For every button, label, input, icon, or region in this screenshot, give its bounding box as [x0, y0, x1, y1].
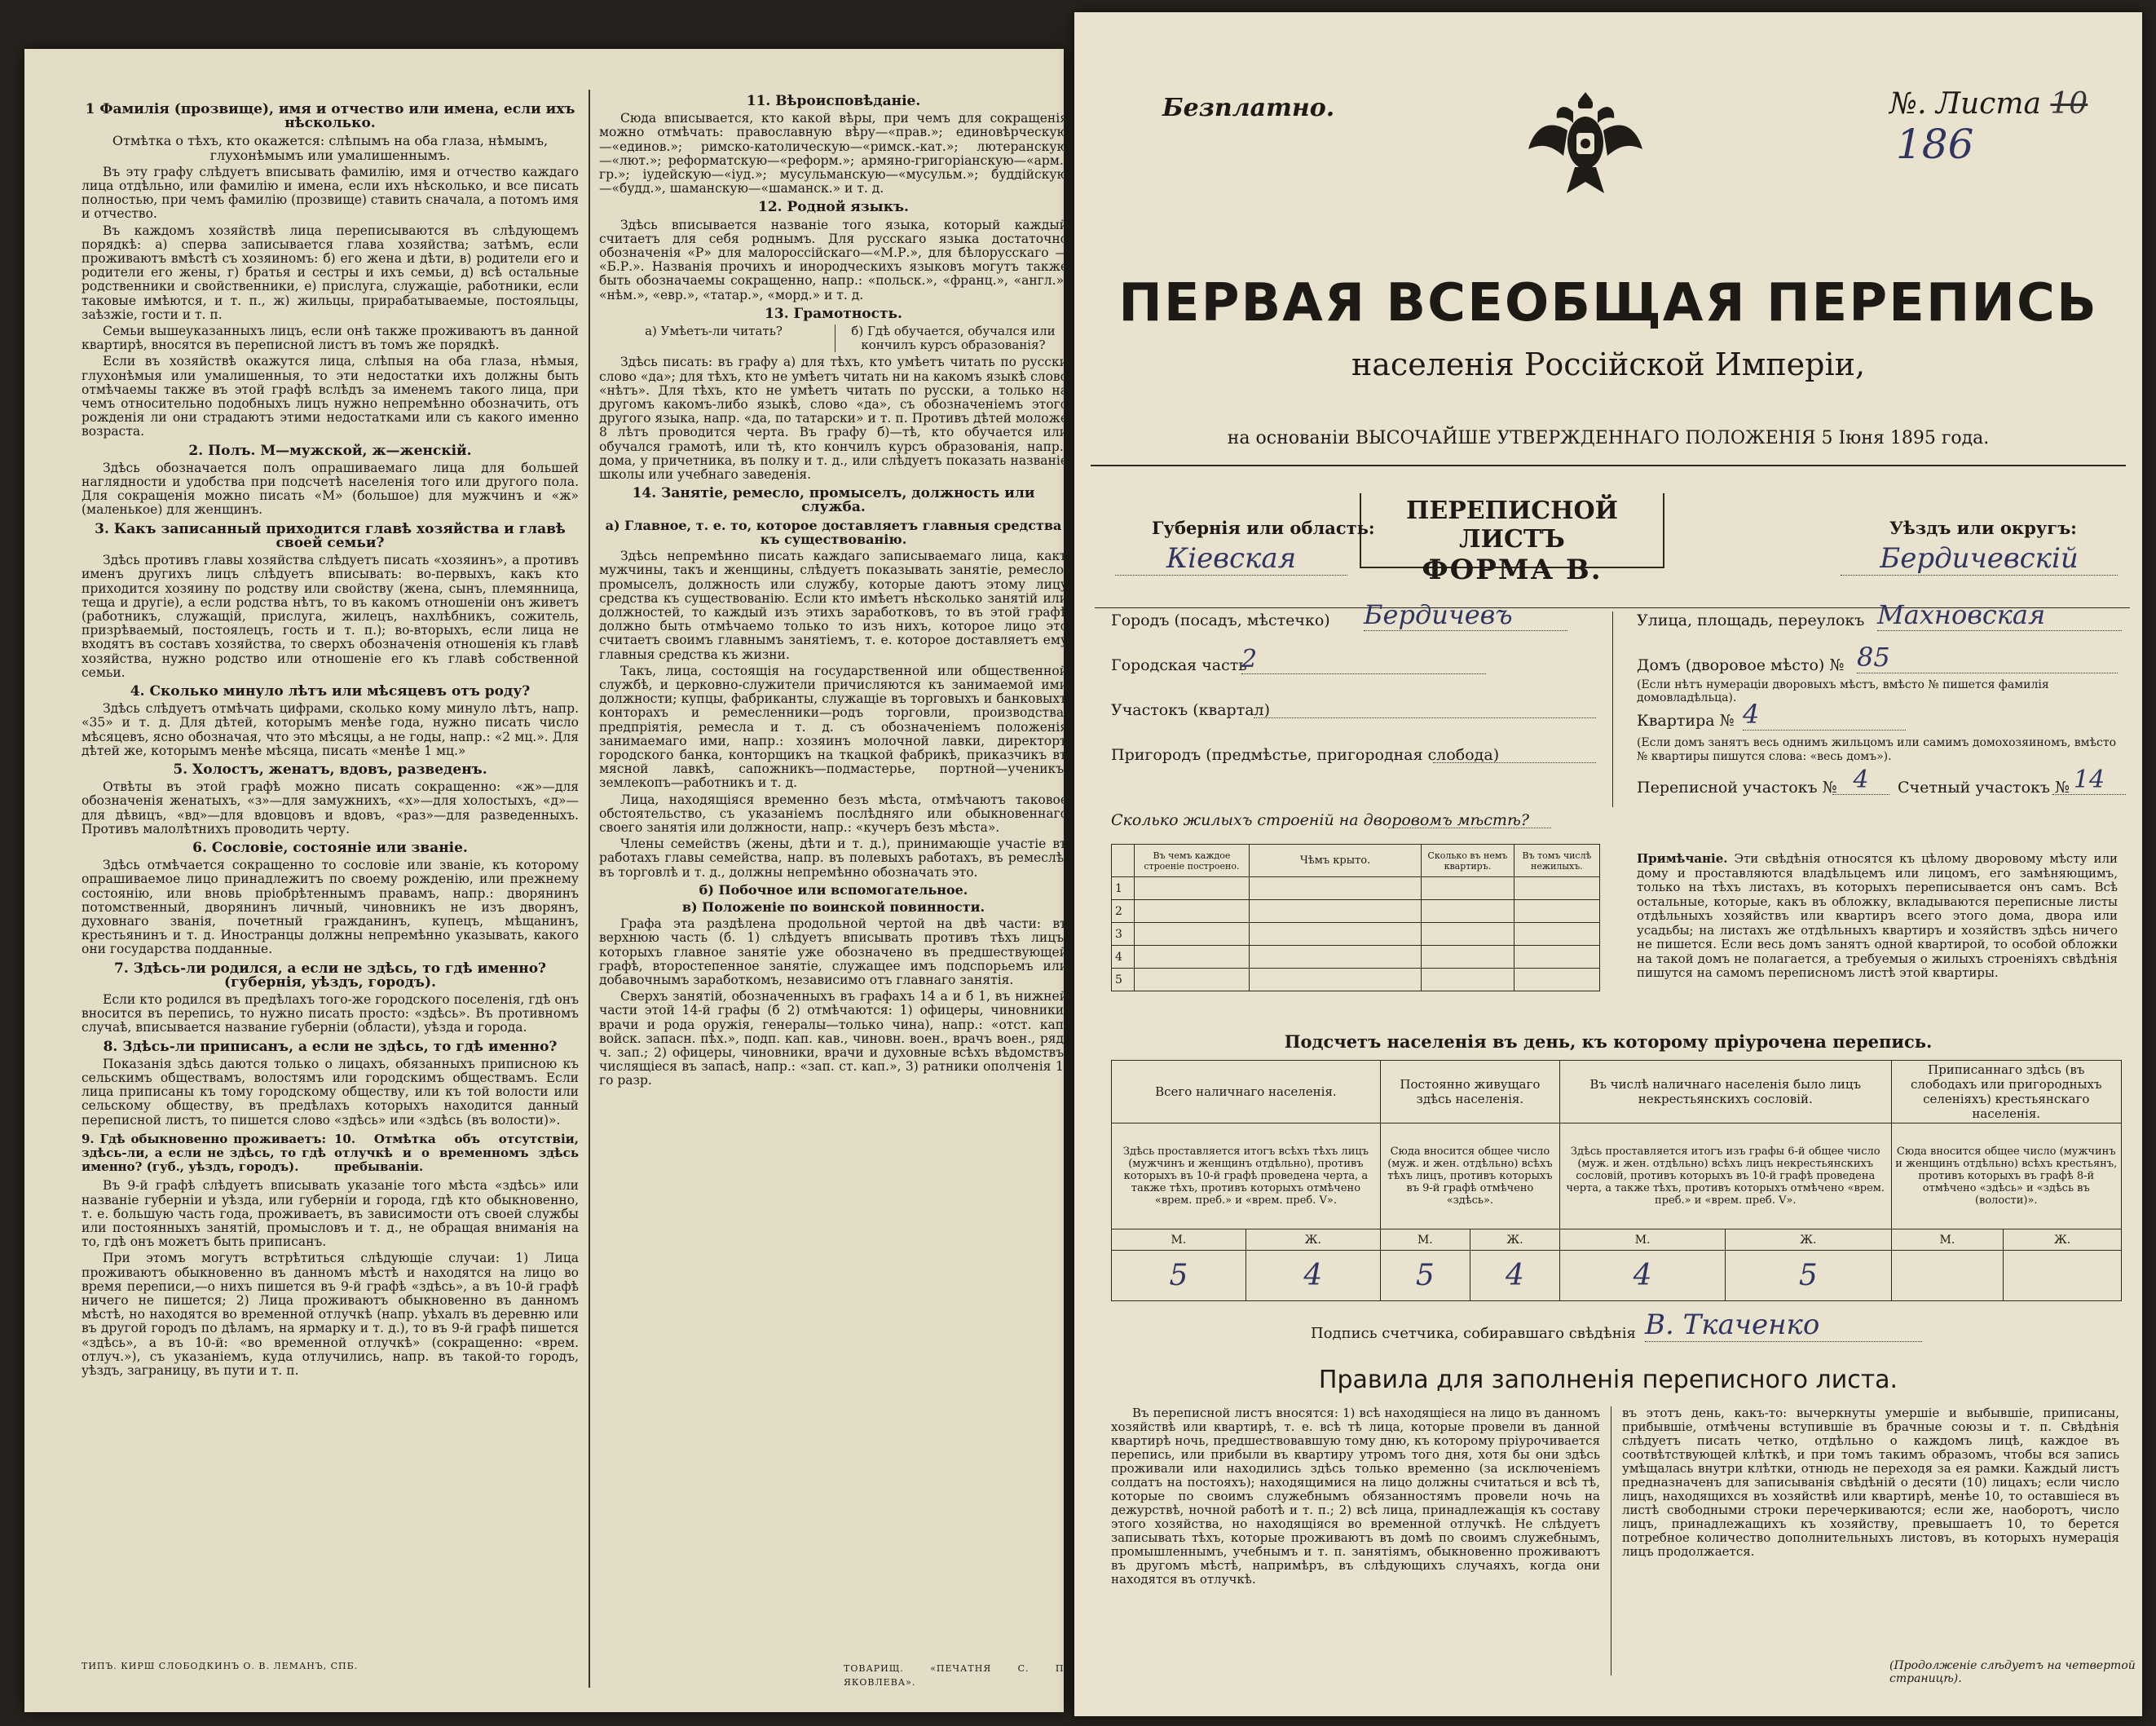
paragraph: Здѣсь вписывается названіе того языка, который каждый считаетъ для себя роднымъ. Для русскаго языка достаточно обозначенія «Р» для малороссійскаго—«М.Р.», для бѣлорусскаго — «Б.Р.». Названія прочихъ и инородческихъ языковъ могутъ также быть обозначаемы сокращенно, напр.: «польск.», «франц.», «англ.», «нѣм.», «евр.», «татар.», «морд.» и т. д. [599, 217, 1068, 302]
table-cell [1250, 923, 1422, 946]
city-part-value: 2 [1241, 645, 1486, 674]
table-cell [1422, 923, 1514, 946]
section-subheading: б) Побочное или вспомогательное. [699, 881, 968, 898]
imperial-eagle-emblem [1524, 86, 1647, 200]
row-number: 5 [1112, 969, 1135, 991]
paragraph: Здѣсь писать: въ графу а) для тѣхъ, кто умѣетъ читать по русски слово «да»; для тѣхъ, кто не умѣетъ читать ни на какомъ языкѣ слово «нѣтъ». Для тѣхъ, кто не умѣетъ читать по русски, а только на другомъ какомъ-либо языкѣ, слово «да», съ обозначеніемъ этого другого языка, напр. «да, по татарски» и т. п. Противъ дѣтей моложе 8 лѣтъ проводится черта. Въ графу б)—тѣ, кто обучается или обучался грамотѣ, или тѣ, кто кончилъ курсъ образованія, напр.: дома, у причетника, въ полку и т. д., или слѣдуетъ показать названіе школы или учебнаго заведенія. [599, 355, 1068, 483]
street-label: Улица, площадь, переулокъ [1637, 611, 1865, 629]
table-header-cell: Въ томъ числѣ нежилыхъ. [1514, 845, 1599, 877]
paragraph: Здѣсь обозначается полъ опрашиваемаго лица для большей наглядности и удобства при подсчетѣ населенія того или другого пола. Для сокращенія можно писать «М» (большое) для мужчинъ и «ж» (маленькое) для женщинъ. [82, 460, 579, 518]
apartment-label: Квартира № [1637, 712, 1735, 730]
row-number: 1 [1112, 877, 1135, 900]
count-value: 5 [1726, 1251, 1891, 1301]
count-district-value: 14 [2052, 766, 2126, 795]
count-note: Здѣсь проставляется итогъ всѣхъ тѣхъ лицъ (мужчинъ и женщинъ отдѣльно), противъ которыхъ въ 10-й графѣ проведена черта, а также тѣхъ, противъ которыхъ отмѣчено «врем. преб.» и «врем. преб. V». [1112, 1123, 1381, 1229]
table-header-cell: Въ чемъ каждое строеніе построено. [1134, 845, 1249, 877]
male-header: М. [1112, 1229, 1246, 1251]
count-note: Здѣсь проставляется итогъ изъ графы 6-й общее число (муж. и жен. отдѣльно) всѣхъ лицъ некрестьянскихъ сословій, противъ которыхъ въ 10-й графѣ проведена черта, а также тѣхъ, противъ которыхъ отмѣчено «врем. преб.» и «врем. преб. V». [1559, 1123, 1891, 1229]
city-value: Бердичевъ [1364, 599, 1567, 631]
district-label: Участокъ (квартал) [1111, 701, 1271, 719]
table-cell [1134, 923, 1249, 946]
table-cell [1422, 900, 1514, 923]
section-heading: 10. Отмѣтка объ отсутствіи, отлучкѣ и о временномъ здѣсь пребываніи. [334, 1131, 579, 1175]
count-value: 4 [1470, 1251, 1559, 1301]
count-header: Постоянно живущаго здѣсь населенія. [1380, 1061, 1559, 1123]
female-header: Ж. [1726, 1229, 1891, 1251]
count-header: Приписаннаго здѣсь (въ слободахъ или пригородныхъ селеніяхъ) крестьянскаго населенія. [1891, 1061, 2121, 1123]
sheet-number-handwritten: 186 [1896, 121, 1974, 168]
section-heading: 4. Сколько минуло лѣтъ или мѣсяцевъ отъ роду? [130, 682, 531, 700]
city-label: Городъ (посадъ, мѣстечко) [1111, 611, 1330, 629]
divider [1612, 611, 1613, 807]
table-cell [1250, 969, 1422, 991]
count-value [1891, 1251, 2004, 1301]
paragraph: Графа эта раздѣлена продольной чертой на двѣ части: въ верхнюю часть (б. 1) слѣдуетъ вписывать противъ тѣхъ лицъ, которыхъ главное занятіе уже обозначено въ предшествующей графѣ, второстепенное занятіе, служащее имъ подспорьемъ или добавочнымъ заработкомъ, независимо отъ главнаго занятія. [599, 916, 1068, 987]
table-cell [1250, 877, 1422, 900]
left-page [24, 49, 1068, 1712]
paragraph: Если въ хозяйствѣ окажутся лица, слѣпыя на оба глаза, нѣмыя, глухонѣмыя или умалишенныя, то эти недостатки ихъ должны быть отмѣчаемы также въ этой графѣ вслѣдъ за именемъ такого лица, при чемъ относительно подобныхъ лицъ нужно непремѣнно обозначить, отъ рожденія ли они страдаютъ этими недостатками или съ какого именно возраста. [82, 354, 579, 439]
female-header: Ж. [2004, 1229, 2122, 1251]
sheet-number-struck: 10 [2050, 87, 2088, 121]
district-line [1254, 717, 1596, 718]
table-cell [1250, 946, 1422, 969]
count-district-label: Счетный участокъ № [1898, 779, 2070, 797]
enumerator-signature: В. Ткаченко [1645, 1309, 1922, 1342]
gubernia-value: Кіевская [1115, 542, 1347, 576]
row-number: 3 [1112, 923, 1135, 946]
paragraph: Члены семействъ (жены, дѣти и т. д.), принимающіе участіе въ работахъ главы семейства, напр. въ полевыхъ работахъ, въ ремеслѣ, въ торговлѣ и т. д., должны непремѣнно обозначать это. [599, 837, 1068, 880]
legal-basis: на основаніи ВЫСОЧАЙШЕ УТВЕРЖДЕННАГО ПОЛОЖЕНІЯ 5 Іюня 1895 года. [1227, 428, 1990, 448]
note-block [1637, 852, 2118, 981]
table-cell [1514, 946, 1599, 969]
paragraph: Въ эту графу слѣдуетъ вписывать фамилію, имя и отчество каждаго лица отдѣльно, или фамилію и имена, если ихъ нѣсколько, и все писать полностью, при чемъ фамилію (прозвище) ставить сначала, а потомъ имя и отчество. [82, 164, 579, 222]
section-heading: 3. Какъ записанный приходится главѣ хозяйства и главѣ своей семьи? [95, 520, 566, 551]
count-header: Всего наличнаго населенія. [1112, 1061, 1381, 1123]
section-heading: 14. Занятіе, ремесло, промыселъ, должность или служба. [632, 485, 1035, 516]
left-column-1 [82, 98, 579, 1671]
apartment-note: (Если домъ занятъ весь однимъ жильцомъ или самимъ домохозяиномъ, вмѣсто № квартиры пишутся слова: «весь домъ»). [1637, 736, 2117, 763]
table-cell [1134, 969, 1249, 991]
section-subheading: а) Умѣетъ-ли читать? [645, 324, 783, 339]
table-header-cell [1112, 845, 1135, 877]
female-header: Ж. [1246, 1229, 1380, 1251]
note-text: Эти свѣдѣнія относятся къ цѣлому дворовому мѣсту или дому и проставляются владѣльцемъ или лицомъ, его замѣняющимъ, только на тѣхъ листахъ, въ которыхъ переписывается онъ самъ. Всѣ остальные, которые, какъ въ обложку, вкладываются переписные листы отдѣльныхъ хозяйствъ или квартиръ всего этого дома, двора или усадьбы; на листахъ же отдѣльныхъ квартиръ и хозяйствъ здѣсь ничего не пишется. Если весь домъ занятъ одной квартирой, то особой обложки на такой домъ не полагается, а требуемыя о жилыхъ строеніяхъ свѣдѣнія пишутся на самомъ переписномъ листѣ этой квартиры. [1637, 851, 2118, 980]
left-column-2 [599, 90, 1068, 1688]
paragraph: Такъ, лица, состоящія на государственной или общественной службѣ, и церковно-служители причисляются къ занимаемой ими должности; купцы, фабриканты, служащіе въ торговыхъ и банковыхъ конторахъ и ремесленники—родъ торговли, производства, предпріятія, ремесла и т. д. съ обозначеніемъ положенія занимаемаго ими, напр.: хозяинъ молочной лавки, директоръ городского банка, конторщикъ на ткацкой фабрикѣ, приказчикъ въ мясной лавкѣ, сапожникъ—подмастерье, портной—ученикъ, землекопъ—работникъ и т. д. [599, 663, 1068, 791]
paragraph: Если кто родился въ предѣлахъ того-же городского поселенія, гдѣ онъ вносится въ перепись, то нужно писать просто: «здѣсь». Въ противномъ случаѣ, вписывается название губерніи (области), уѣзда и города. [82, 991, 579, 1035]
right-page [1074, 12, 2142, 1716]
count-value: 4 [1559, 1251, 1725, 1301]
section-heading: 12. Родной языкъ. [758, 199, 909, 216]
female-header: Ж. [1470, 1229, 1559, 1251]
paragraph: Здѣсь слѣдуетъ отмѣчать цифрами, сколько кому минуло лѣтъ, напр. «35» и т. д. Для дѣтей, которымъ менѣе года, нужно писать число мѣсяцевъ, ясно обозначая, что это мѣсяцы, а не годы, напр.: «2 мц.». Для дѣтей же, которымъ менѣе мѣсяца, писать «менѣе 1 мц.» [82, 701, 579, 758]
count-header: Въ числѣ наличнаго населенія было лицъ некрестьянскихъ сословій. [1559, 1061, 1891, 1123]
census-district-value: 4 [1832, 766, 1889, 795]
sheet-number-label: №. Листа [1889, 87, 2041, 121]
uezd-label: Уѣздъ или округъ: [1889, 518, 2077, 538]
house-label: Домъ (дворовое мѣсто) № [1637, 656, 1845, 674]
rules-right-column: въ этотъ день, какъ-то: вычеркнуты умершіе и выбывшіе, приписаны, прибывшіе, отмѣчены вступившіе въ брачные союзы и т. п. Свѣдѣнія слѣдуетъ писать четко, отдѣльно о каждомъ лицѣ, каждое въ соотвѣтствующей клѣткѣ, и при томъ такимъ образомъ, чтобы вся запись умѣщалась внутри клѣтки, отнюдь не переходя за ея рамки. Каждый листъ предназначенъ для записыванія свѣдѣній о десяти (10) лицахъ; если число лицъ, находящихся въ хозяйствѣ или квартирѣ, менѣе 10, то оставшіеся въ листѣ свободными строки перечеркиваются; если же, наоборотъ, число лицъ, принадлежащихъ къ хозяйству, превышаетъ 10, то берется потребное количество дополнительныхъ листовъ, въ которыхъ нумерація лицъ продолжается. [1622, 1406, 2119, 1559]
count-value [2004, 1251, 2122, 1301]
table-cell [1514, 877, 1599, 900]
section-subheading: в) Положеніе по воинской повинности. [681, 898, 985, 915]
count-value: 5 [1112, 1251, 1246, 1301]
section-heading: 5. Холостъ, женатъ, вдовъ, разведенъ. [173, 761, 487, 778]
rules-title: Правила для заполненія переписного листа. [1318, 1366, 1898, 1394]
section-subheading: а) Главное, т. е. то, которое доставляетъ главныя средства къ существованію. [605, 517, 1062, 547]
table-cell [1422, 946, 1514, 969]
table-header-cell: Чѣмъ крыто. [1250, 845, 1422, 877]
printer-imprint: ТОВАРИЩ. «ПЕЧАТНЯ С. П. ЯКОВЛЕВА». [844, 1663, 1068, 1688]
suburb-line [1433, 762, 1596, 763]
paragraph: Лица, находящіяся временно безъ мѣста, отмѣчаютъ таковое обстоятельство, съ указаніемъ послѣдняго или обыкновеннаго своего занятія или должности, напр.: «кучеръ безъ мѣста». [599, 792, 1068, 835]
gubernia-label: Губернія или область: [1152, 518, 1375, 538]
male-header: М. [1380, 1229, 1470, 1251]
row-number: 4 [1112, 946, 1135, 969]
printer-imprint: ТИПЪ. КИРШ СЛОБОДКИНЪ О. В. ЛЕМАНЪ, СПБ. [82, 1661, 359, 1671]
paragraph: Отвѣты въ этой графѣ можно писать сокращенно: «ж»—для обозначенія женатыхъ, «з»—для замужнихъ, «х»—для холостыхъ, «д»—для дѣвицъ, «вд»—для вдовцовъ и вдовъ, «раз»—для разведенныхъ. Противъ малолѣтнихъ проводить черту. [82, 779, 579, 837]
section-heading: 6. Сословіе, состояніе или званіе. [192, 839, 468, 856]
count-title: Подсчетъ населенія въ день, къ которому пріурочена перепись. [1284, 1031, 1933, 1052]
table-header-cell: Сколько въ немъ квартиръ. [1422, 845, 1514, 877]
table-cell [1134, 946, 1249, 969]
table-cell [1514, 900, 1599, 923]
population-count-table [1111, 1060, 2122, 1301]
table-cell [1134, 877, 1249, 900]
section-heading: 8. Здѣсь-ли приписанъ, а если не здѣсь, то гдѣ именно? [103, 1038, 558, 1055]
section-heading: 2. Полъ. М—мужской, ж—женскій. [188, 442, 472, 459]
census-district-label: Переписной участокъ № [1637, 779, 1837, 797]
male-header: М. [1559, 1229, 1725, 1251]
free-label: Безплатно. [1162, 94, 1335, 122]
count-note: Сюда вносится общее число (муж. и жен. отдѣльно) всѣхъ тѣхъ лицъ, противъ которыхъ въ 9-й графѣ отмѣчено «здѣсь». [1380, 1123, 1559, 1229]
house-value: 85 [1857, 642, 2118, 673]
house-note: (Если нѣтъ нумераціи дворовыхъ мѣстъ, вмѣсто № пишется фамилія домовладѣльца). [1637, 678, 2049, 704]
paragraph: Здѣсь непремѣнно писать каждаго записываемаго лица, какъ мужчины, такъ и женщины, слѣдуетъ показывать занятіе, ремесло, промыселъ, должность или службу, которые даютъ этому лицу средства къ существованію. Если кто имѣетъ нѣсколько занятій или должностей, то каждый изъ этихъ заработковъ, то въ этой графѣ должно быть отмѣчаемо только то изъ нихъ, которое лицо это считаетъ своимъ главнымъ занятіемъ, т. е. которое доставляетъ ему главныя средства къ жизни. [599, 549, 1068, 662]
continued-note: (Продолженіе слѣдуетъ на четвертой страницѣ). [1889, 1659, 2136, 1685]
section-heading: 7. Здѣсь-ли родился, а если не здѣсь, то гдѣ именно? (губернія, уѣздъ, городъ). [113, 960, 546, 991]
table-cell [1250, 900, 1422, 923]
section-heading: 13. Грамотность. [765, 305, 902, 322]
section-subheading: Отмѣтка о тѣхъ, кто окажется: слѣпымъ на оба глаза, нѣмымъ, глухонѣмымъ или умалишеннымъ. [112, 133, 549, 163]
section-heading: 9. Гдѣ обыкновенно проживаетъ: здѣсь-ли, а если не здѣсь, то гдѣ именно? (губ., уѣздъ, городъ). [82, 1131, 326, 1175]
male-header: М. [1891, 1229, 2004, 1251]
document-title: ПЕРВАЯ ВСЕОБЩАЯ ПЕРЕПИСЬ [1118, 273, 2098, 333]
paragraph: При этомъ могутъ встрѣтиться слѣдующіе случаи: 1) Лица проживаютъ обыкновенно въ данномъ мѣстѣ и находятся на лицо во время переписи,—о нихъ пишется въ 9-й графѣ «здѣсь», а въ 10-й графѣ ничего не пишется; 2) Лица проживаютъ обыкновенно въ данномъ мѣстѣ, но находятся во временной отлучкѣ (напр. уѣхалъ въ деревню или въ другой городъ по дѣламъ, на ярмарку и т. д.), то въ 9-й графѣ пишется «здѣсь», а въ 10-й: «во временной отлучкѣ» (сокращенно: «врем. отлуч.»), съ указаніемъ, куда отлучились, напр. въ такой-то городъ, уѣздъ, заграницу, въ пути и т. п. [82, 1251, 579, 1379]
document-subtitle: населенія Россійской Имперіи, [1351, 347, 1866, 382]
table-cell [1514, 923, 1599, 946]
table-cell [1514, 969, 1599, 991]
header-rule [1091, 465, 2126, 466]
paragraph: Сверхъ занятій, обозначенныхъ въ графахъ 14 а и б 1, въ нижней части этой 14-й графы (б 2) отмѣчаются: 1) офицеры, чиновники, врачи и рода оружія, генералы—только чина), напр.: «отст. кап. войск. запасн. пѣх.», подп. кап. кав., чиновн. воен., врачъ воен., ряд. ч. зап.; 2) офицеры, чиновники, врачи и духовные всѣхъ вѣдомствъ, числящіеся въ запасѣ, напр.: «зап. ст. кап.», 3) ратники ополченія 1-го разр. [599, 989, 1068, 1088]
apartment-value: 4 [1743, 699, 1906, 731]
section-heading: 1 Фамилія (прозвище), имя и отчество или имена, если ихъ нѣсколько. [85, 101, 575, 132]
suburb-label: Пригородъ (предмѣстье, пригородная слобода) [1111, 746, 1500, 764]
column-divider [589, 90, 590, 1688]
uezd-value: Бердичевскій [1841, 542, 2118, 576]
form-label: ФОРМА В. [1422, 554, 1603, 586]
sheet-title: ПЕРЕПИСНОЙ ЛИСТЪ [1406, 497, 1618, 554]
table-cell [1134, 900, 1249, 923]
paragraph: Въ каждомъ хозяйствѣ лица переписываются въ слѣдующемъ порядкѣ: а) сперва записывается глава хозяйства; затѣмъ, если проживаютъ вмѣстѣ съ хозяиномъ: б) его жена и дѣти, в) родители его и родители его жены, г) братья и сестры и ихъ семьи, д) всѣ остальные родственники и свойственники, е) прислуга, служащіе, работники, если таковые имѣются, и т. п., ж) жильцы, прирабатываемые, постояльцы, заѣзжіе, гости и т. п. [82, 223, 579, 322]
paragraph: Въ 9-й графѣ слѣдуетъ вписывать указаніе того мѣста «здѣсь» или названіе губерніи и уѣзда, или губерніи и города, гдѣ кто обыкновенно, т. е. большую часть года, проживаетъ, въ зависимости отъ своей службы или постоянныхъ занятій, промысловъ и т. д., не обращая вниманія на то, гдѣ онъ можетъ быть приписанъ. [82, 1178, 579, 1250]
paragraph: Здѣсь противъ главы хозяйства слѣдуетъ писать «хозяинъ», а противъ именъ другихъ лицъ слѣдуетъ вписывать: во-первыхъ, какъ кто приходится хозяину по родству или свойству (жена, сынъ, племянница, теща и другіе), а если родства нѣтъ, то въ какомъ отношеніи онъ живетъ (работникъ, служащій, прислуга, жилецъ, нахлѣбникъ, сожитель, призрѣваемый, постоялецъ, гость и т. п.); во-вторыхъ, если лица не входятъ въ составъ хозяйства, то сверхъ обозначенія отношенія къ главѣ хозяйства, нужно родство или отношеніе его къ главѣ собственной семьи. [82, 553, 579, 680]
sheet-title-box [1360, 493, 1664, 586]
count-note: Сюда вносится общее число (мужчинъ и женщинъ отдѣльно) всѣхъ крестьянъ, противъ которыхъ въ графѣ 8-й отмѣчено «здѣсь» и «здѣсь въ (волости)». [1891, 1123, 2121, 1229]
paragraph: Показанія здѣсь даются только о лицахъ, обязанныхъ приписною къ сельскимъ обществамъ, волостямъ или городскимъ обществамъ. Если лица приписаны къ тому городскому обществу, или къ той волости или сельскому обществу, въ предѣлахъ которыхъ находится данный переписной листъ, то пишется слово «здѣсь» или «здѣсь (въ волости)». [82, 1056, 579, 1128]
count-value: 4 [1246, 1251, 1380, 1301]
table-cell [1422, 969, 1514, 991]
buildings-question: Сколько жилыхъ строеній на дворовомъ мѣстѣ? [1111, 811, 1529, 829]
paragraph: Здѣсь отмѣчается сокращенно то сословіе или званіе, къ которому опрашиваемое лицо принадлежитъ по своему рожденію, или прежнему состоянію, или вновь пріобрѣтеннымъ правамъ, напр.: дворянинъ потомственный, дворянинъ личный, чиновникъ не изъ дворянъ, духовнаго званія, почетный гражданинъ, купецъ, мѣщанинъ, крестьянинъ и т. д. Иностранцы должны непремѣнно указывать, какого они государства подданные. [82, 858, 579, 957]
note-title: Примѣчаніе. [1637, 851, 1728, 866]
street-value: Махновская [1877, 599, 2122, 631]
buildings-table [1111, 844, 1600, 991]
section-subheading: б) Гдѣ обучается, обучался или кончилъ курсъ образованія? [835, 324, 1068, 352]
paragraph: Сюда вписывается, кто какой вѣры, при чемъ для сокращенія можно отмѣчать: православную вѣру—«прав.»; единовѣрческую—«единов.»; римско-католическую—«римск.-кат.»; лютеранскую—«лют.»; реформатскую—«реформ.»; армяно-григоріанскую—«арм.-гр.»; іудейскую—«іуд.»; мусульманскую—«мусульм.»; буддійскую—«будд.», шаманскую—«шаманск.» и т. д. [599, 111, 1068, 196]
row-number: 2 [1112, 900, 1135, 923]
count-value: 5 [1380, 1251, 1470, 1301]
rules-left-column: Въ переписной листъ вносятся: 1) всѣ находящіеся на лицо въ данномъ хозяйствѣ или квартирѣ, т. е. всѣ тѣ лица, которые провели въ данной квартирѣ ночь, предшествовавшую тому дню, къ которому пріурочивается перепись, или прибыли въ квартиру утромъ того дня, хотя бы они здѣсь проживали или находились здѣсь только временно (за исключеніемъ солдатъ на постояхъ); находящимися на лицо должны считаться и всѣ тѣ, которые по своимъ служебнымъ обязанностямъ провели ночь на дежурствѣ, ночной работѣ и т. п.; 2) всѣ лица, принадлежащія къ составу этого хозяйства, но находящіяся во временной отлучкѣ. Не слѣдуетъ записывать тѣхъ, которые проживаютъ въ домѣ по своимъ служебнымъ, промышленнымъ, учебнымъ и т. п. занятіямъ, обыкновенно проживаютъ въ другомъ мѣстѣ, напримѣръ, въ слѣдующихъ случаяхъ, когда они находятся въ отлучкѣ. [1111, 1406, 1600, 1587]
signature-label: Подпись счетчика, собиравшаго свѣдѣнія [1311, 1325, 1636, 1342]
section-heading: 11. Вѣроисповѣданіе. [746, 93, 921, 109]
city-part-label: Городская часть [1111, 656, 1247, 674]
sheet-number [1889, 87, 2142, 168]
table-cell [1422, 877, 1514, 900]
paragraph: Семьи вышеуказанныхъ лицъ, если онѣ также проживаютъ въ данной квартирѣ, вносятся въ переписной листъ въ томъ же порядкѣ. [82, 324, 579, 353]
